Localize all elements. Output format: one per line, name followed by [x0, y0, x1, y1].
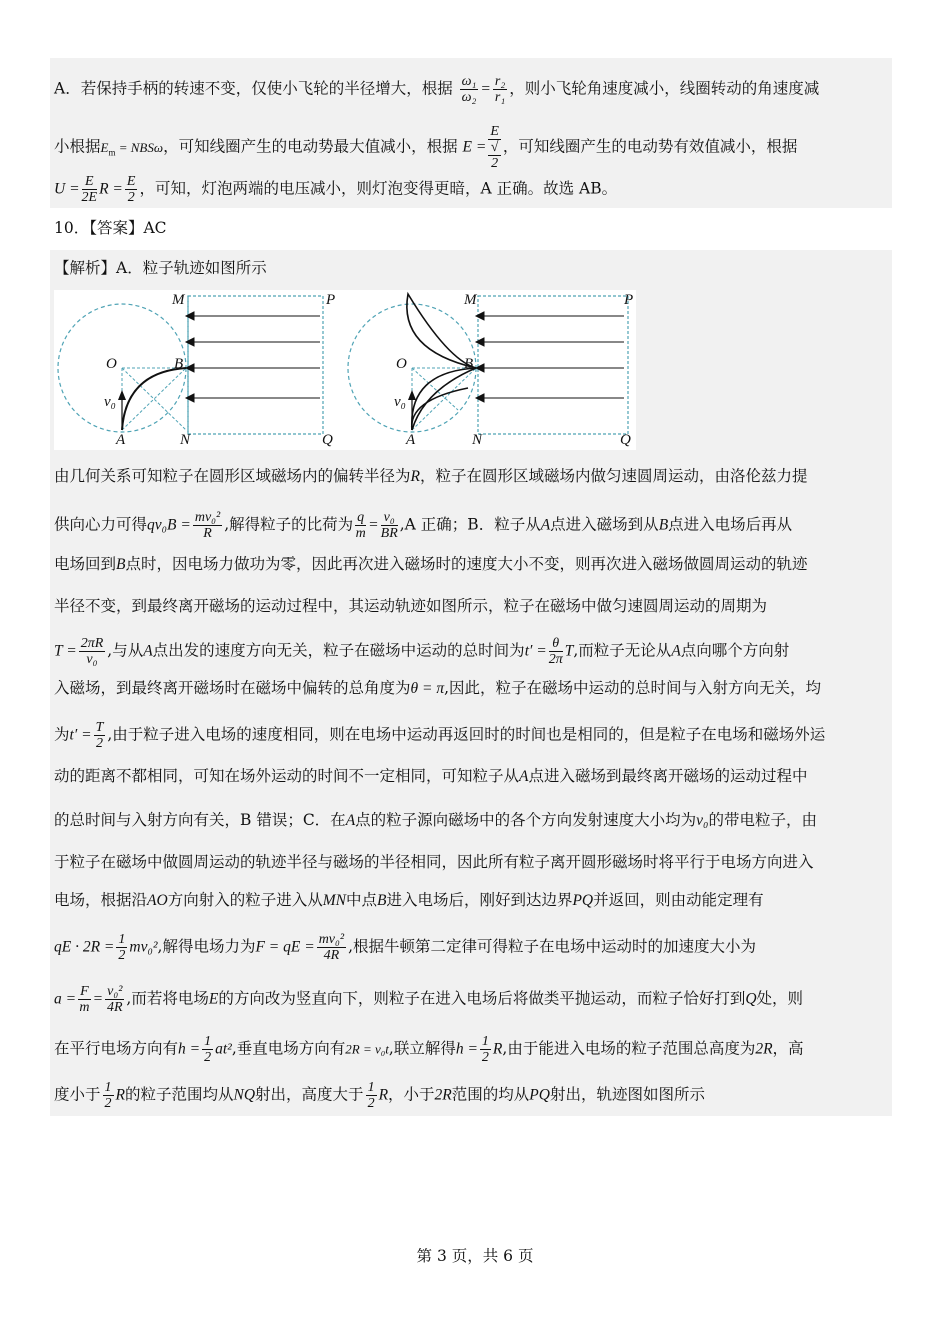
line-p11: 电场，根据沿AO方向射入的粒子进入从MN中点B进入电场后，刚好到达边界PQ并返回，则由动能定理有 — [54, 891, 764, 909]
fig2-label-O: O — [396, 356, 407, 372]
line-p5: T = $\frac{2\pi R}{\text{v₀}}$ ,与从A点出发的速度方向无关，粒子在磁场中运动的总时间为t′ = $\frac{\theta}{2\pi}$ T,而粒子无论从A点向哪个方向射 — [54, 636, 790, 667]
line-a2: 小根据$E_m = NBS\omega$，可知线圈产生的电动势最大值减小，根据 E = E √ 2 ，可知线圈产生的电动势有效值减小，根据 — [54, 124, 798, 171]
fig1-label-M: M — [172, 292, 185, 308]
trajectory-figure — [54, 290, 636, 450]
e-half-fraction: $\frac{E}{2}$ — [126, 174, 136, 205]
fig2-label-B: B — [464, 356, 474, 372]
fig1-label-P: P — [326, 292, 336, 308]
fig2-label-v0: v₀ — [394, 394, 406, 410]
line-p14: 在平行电场方向有h = $\frac{1}{2}$ at²,垂直电场方向有2R = v₀t,联立解得h = $\frac{1}{2}$ R,由于能进入电场的粒子范围总高度为2R，高 — [54, 1034, 804, 1065]
analysis-heading: 【解析】A．粒子轨迹如图所示 — [54, 259, 267, 277]
page-footer: 第 3 页，共 6 页 — [416, 1247, 534, 1265]
fig2-label-A: A — [406, 432, 416, 448]
line-p3: 电场回到B点时，因电场力做功为零，因此再次进入磁场时的速度大小不变，则再次进入磁场做圆周运动的轨迹 — [54, 555, 808, 573]
line-a1: A．若保持手柄的转速不变，仅使小飞轮的半径增大，根据 $\frac{\text{ω₁}}{\text{ω₂}}$ = $\frac{\text{r₂}}{\text{r₁}}$ ，则小飞轮角速度减小，线圈转动的角速度减 — [54, 74, 820, 105]
omega-fraction: $\frac{\text{ω₁}}{\text{ω₂}}$ — [461, 74, 477, 105]
line-p12: qE · 2R = $\frac{1}{2}$ mv₀²,解得电场力为F = qE = $\frac{\text{mv₀²}}{4R}$ ,根据牛顿第二定律可得粒子在电场中运动时的加速度大小为 — [54, 932, 757, 963]
line-p15: 度小于 $\frac{1}{2}$ R的粒子范围均从NQ射出，高度大于 $\frac{1}{2}$ R，小于2R范围的均从PQ射出，轨迹图如图所示 — [54, 1080, 705, 1111]
line-p4: 半径不变，到最终离开磁场的运动过程中，其运动轨迹如图所示，粒子在磁场中做匀速圆周运动的周期为 — [54, 597, 768, 615]
line-p10: 于粒子在磁场中做圆周运动的轨迹半径与磁场的半径相同，因此所有粒子离开圆形磁场时将平行于电场方向进入 — [54, 853, 814, 871]
line-a3: U = $\frac{E}{2E}$ R = $\frac{E}{2}$ ，可知，灯泡两端的电压减小，则灯泡变得更暗，A 正确。故选 AB。 — [54, 174, 618, 205]
r-fraction: $\frac{\text{r₂}}{\text{r₁}}$ — [494, 74, 506, 105]
line-p1: 由几何关系可知粒子在圆形区域磁场内的偏转半径为R，粒子在圆形区域磁场内做匀速圆周运动，由洛伦兹力提 — [54, 467, 808, 485]
fig2-label-P: P — [624, 292, 634, 308]
e-rms-fraction: E √ 2 — [490, 124, 499, 171]
line-p13: a = $\frac{F}{m}$ = $\frac{\text{v₀²}}{4R}$ ,而若将电场E的方向改为竖直向下，则粒子在进入电场后将做类平抛运动，而粒子恰好打到Q处，则 — [54, 984, 804, 1015]
line-p9: 的总时间与入射方向有关，B 错误；C．在A点的粒子源向磁场中的各个方向发射速度大小均为v₀的带电粒子，由 — [54, 811, 817, 829]
fig2-label-Q: Q — [620, 432, 631, 448]
fig1-label-v0: v₀ — [104, 394, 116, 410]
fig1-label-Q: Q — [322, 432, 333, 448]
fig2-label-M: M — [464, 292, 477, 308]
em-formula: $E_m = NBS\omega$ — [100, 139, 164, 158]
answer-10: 10．【答案】AC — [54, 219, 167, 237]
line-p8: 动的距离不都相同，可知在场外运动的时间不一定相同，可知粒子从A点进入磁场到最终离开磁场的运动过程中 — [54, 767, 808, 785]
fig1-label-A: A — [116, 432, 126, 448]
line-p7: 为t′ = $\frac{T}{2}$ ,由于粒子进入电场的速度相同，则在电场中运动再返回时的时间也是相同的，但是粒子在电场和磁场外运 — [54, 720, 826, 751]
fig2-label-N: N — [472, 432, 483, 448]
fig1-label-N: N — [180, 432, 191, 448]
fig1-label-O: O — [106, 356, 117, 372]
fig1-label-B: B — [174, 356, 184, 372]
line-p2: 供向心力可得qv₀B = $\frac{\text{mv₀²}}{R}$ ,解得粒子的比荷为 $\frac{q}{m}$ = $\frac{\text{v₀}}{BR}$ ,A 正确；B．粒子从A点进入磁场到从B点进入电场后再从 — [54, 510, 793, 541]
line-p6: 入磁场，到最终离开磁场时在磁场中偏转的总角度为θ = π,因此，粒子在磁场中运动的总时间与入射方向无关，均 — [54, 679, 822, 697]
u-fraction: $\frac{E}{2E}$ — [81, 174, 98, 205]
